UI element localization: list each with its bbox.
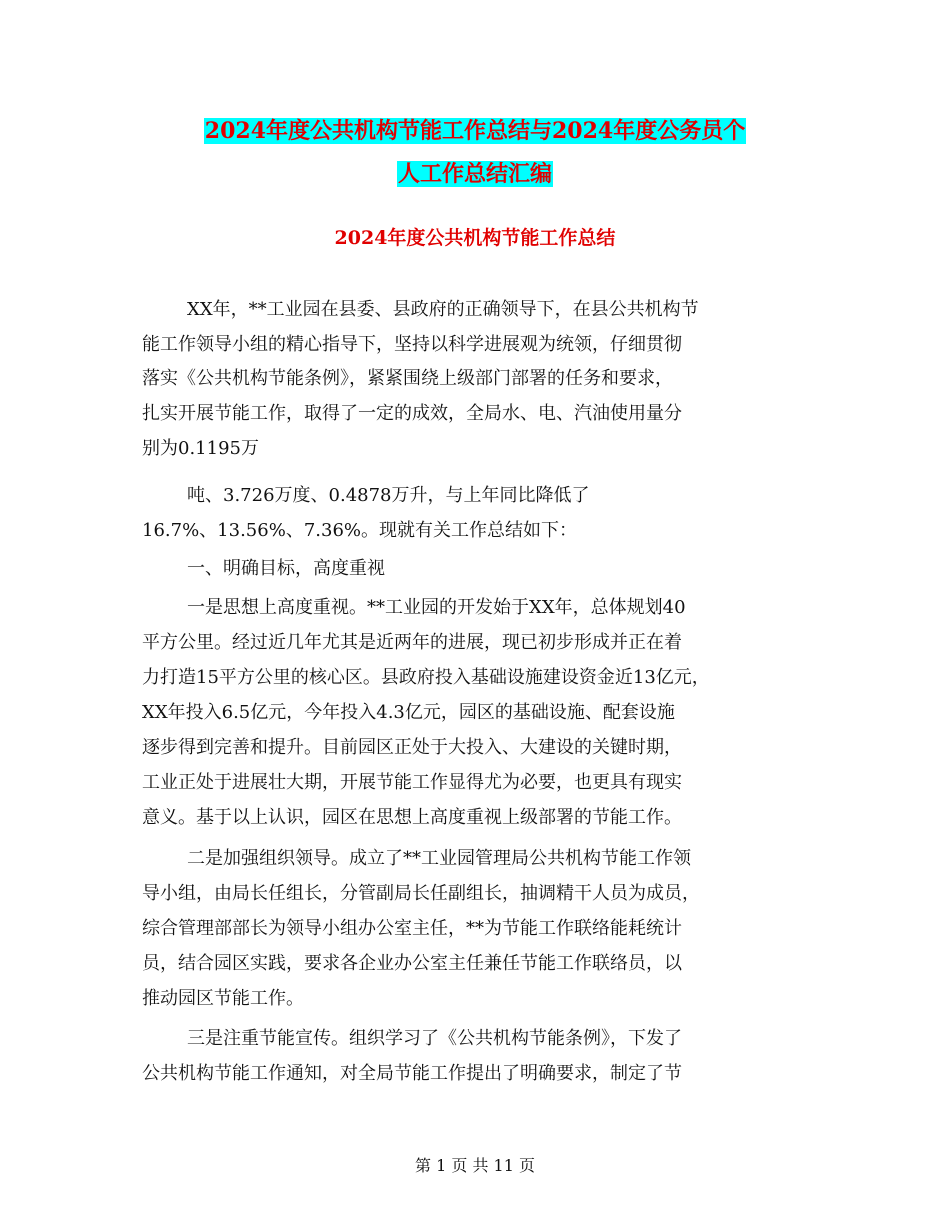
paragraph-line: 别为0.1195万 <box>142 438 259 459</box>
paragraph-line: 能工作领导小组的精心指导下，坚持以科学进展观为统领，仔细贯彻 <box>142 334 682 355</box>
paragraph-line: 力打造15平方公里的核心区。县政府投入基础设施建设资金近13亿元， <box>142 667 710 688</box>
document-title-line-1: 2024年度公共机构节能工作总结与2024年度公务员个 <box>204 118 746 144</box>
paragraph-line: XX年，**工业园在县委、县政府的正确领导下，在县公共机构节 <box>187 299 699 320</box>
paragraph-line: 工业正处于进展壮大期，开展节能工作显得尤为必要，也更具有现实 <box>142 772 682 793</box>
paragraph-line: 导小组，由局长任组长，分管副局长任副组长，抽调精干人员为成员， <box>142 883 700 904</box>
paragraph-line: 吨、3.726万度、0.4878万升，与上年同比降低了 <box>187 485 590 506</box>
paragraph-line: 落实《公共机构节能条例》，紧紧围绕上级部门部署的任务和要求， <box>142 368 673 389</box>
paragraph-line: XX年投入6.5亿元，今年投入4.3亿元，园区的基础设施、配套设施 <box>142 702 675 723</box>
paragraph-line: 公共机构节能工作通知，对全局节能工作提出了明确要求，制定了节 <box>142 1063 682 1084</box>
paragraph-line: 逐步得到完善和提升。目前园区正处于大投入、大建设的关键时期， <box>142 737 682 758</box>
section-title: 2024年度公共机构节能工作总结 <box>334 227 616 249</box>
paragraph-line: 扎实开展节能工作，取得了一定的成效，全局水、电、汽油使用量分 <box>142 403 682 424</box>
paragraph-line: 二是加强组织领导。成立了**工业园管理局公共机构节能工作领 <box>187 848 691 869</box>
paragraph-line: 平方公里。经过近几年尤其是近两年的进展，现已初步形成并正在着 <box>142 632 682 653</box>
paragraph-line: 推动园区节能工作。 <box>142 988 304 1009</box>
paragraph-line: 员，结合园区实践，要求各企业办公室主任兼任节能工作联络员，以 <box>142 953 682 974</box>
section-heading: 一、明确目标，高度重视 <box>187 558 385 579</box>
paragraph-line: 意义。基于以上认识，园区在思想上高度重视上级部署的节能工作。 <box>142 807 682 828</box>
paragraph-line: 三是注重节能宣传。组织学习了《公共机构节能条例》，下发了 <box>187 1028 682 1049</box>
page-footer: 第 1 页 共 11 页 <box>415 1156 535 1175</box>
paragraph-line: 一是思想上高度重视。**工业园的开发始于XX年，总体规划40 <box>187 597 686 618</box>
paragraph-line: 综合管理部部长为领导小组办公室主任，**为节能工作联络能耗统计 <box>142 918 682 939</box>
document-title-line-2: 人工作总结汇编 <box>397 161 552 187</box>
paragraph-line: 16.7%、13.56%、7.36%。现就有关工作总结如下： <box>142 520 577 541</box>
